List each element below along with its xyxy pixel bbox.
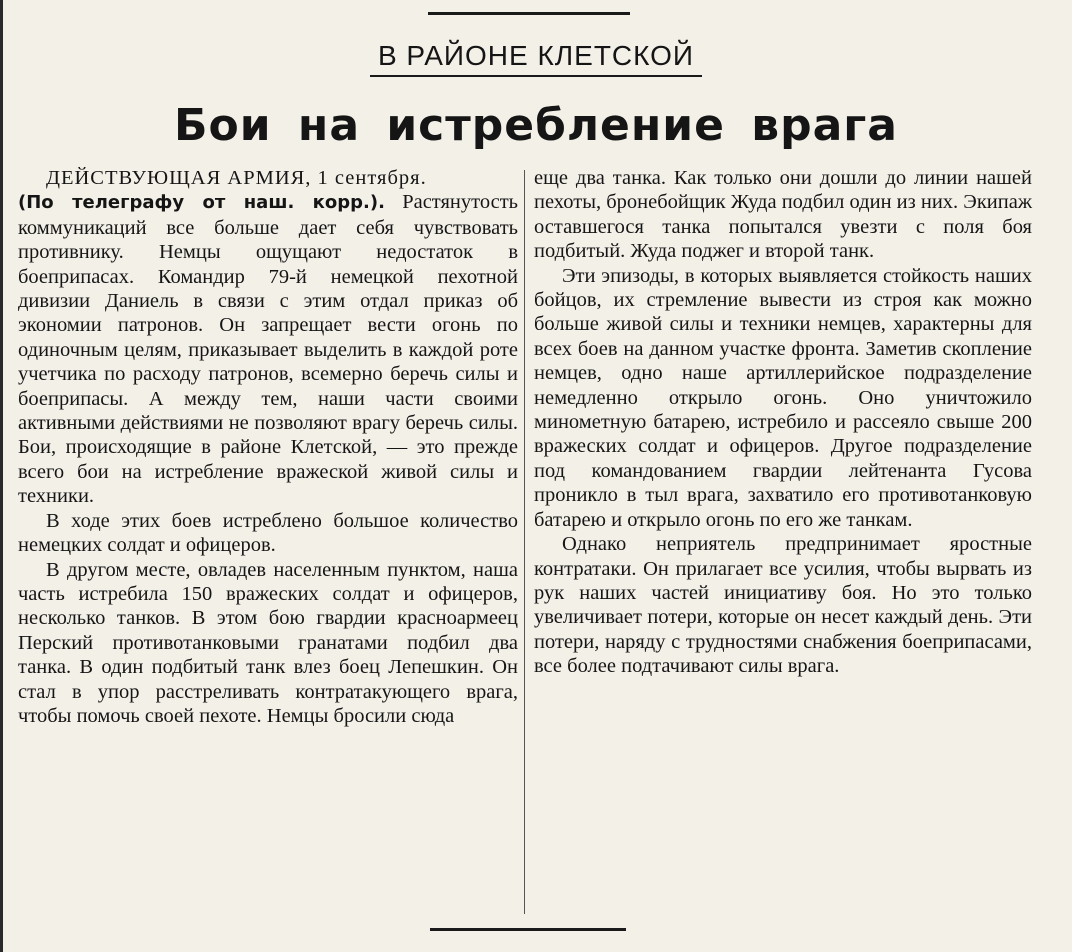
paragraph: еще два танка. Как только они дошли до линии нашей пехоты, бронебойщик Жуда подбил один из них. Экипаж оставшегося танка попытался увезти с поля боя подбитый. Жуда поджег и второй танк. [534,167,1033,263]
paragraph: Однако неприятель предпринимает яростные контратаки. Он прилагает все усилия, чтобы вырвать из рук наших частей инициативу боя. Но это только увеличивает потери, которые он несет каждый день. Эти потери, наряду с трудностями снабжения боеприпасами, все более подтачивают силы врага. [534,533,1032,678]
paragraph: В другом месте, овладев населенным пунктом, наша часть истребила 150 вражеских солдат и офицеров, несколько танков. В этом бою гвардии красноармеец Перский противотанковыми гранатами подбил два танка. В один подбитый танк влез боец Лепешкин. Он стал в упор расстреливать контратакующего врага, чтобы помочь своей пехоте. Немцы бросили сюда [18,558,518,727]
article-column-2 [534,166,1032,679]
kicker-text: В РАЙОНЕ КЛЕТСКОЙ [370,40,702,77]
column-divider [524,170,525,914]
article-headline: Бои на истребление врага [174,100,898,151]
bottom-rule [430,928,626,931]
top-rule [428,12,630,15]
byline: (По телеграфу от наш. корр.). [18,192,385,214]
paragraph: В ходе этих боев истреблено большое количество немецких солдат и офицеров. [18,509,518,557]
article-column-1 [18,166,518,728]
paragraph: Эти эпизоды, в которых выявляется стойкость наших бойцов, их стремление вывести из строя как можно больше живой силы и техники немцев, характерны для всех боев на данном участке фронта. Заметив скопление немцев, одно наше артиллерийское подразделение немедленно открыло огонь. Оно уничтожило минометную батарею, истребило и рассеяло свыше 200 вражеских солдат и офицеров. Другое подразделение под командованием гвардии лейтенанта Гусова проникло в тыл врага, захватило его противотанковую батарею и открыло огонь по его же танкам. [534,264,1032,531]
paragraph [18,166,518,509]
section-kicker [0,40,1072,77]
dateline: ДЕЙСТВУЮЩАЯ АРМИЯ, 1 сентября. [46,167,427,189]
paragraph-text: Растянутость коммуникаций все больше дает себя чувствовать противнику. Немцы ощущают недостаток в боеприпасах. Командир 79-й немецкой пехотной дивизии Даниель в связи с этим отдал приказ об экономии патронов. Он запрещает вести огонь по одиночным целям, приказывает выделить в каждой роте учетчика по расходу патронов, всемерно беречь силы и боеприпасы. А между тем, наши части своими активными действиями не позволяют врагу беречь силы. Бои, происходящие в районе Клетской, — это прежде всего бои на истребление вражеской живой силы и техники. [18,191,518,508]
